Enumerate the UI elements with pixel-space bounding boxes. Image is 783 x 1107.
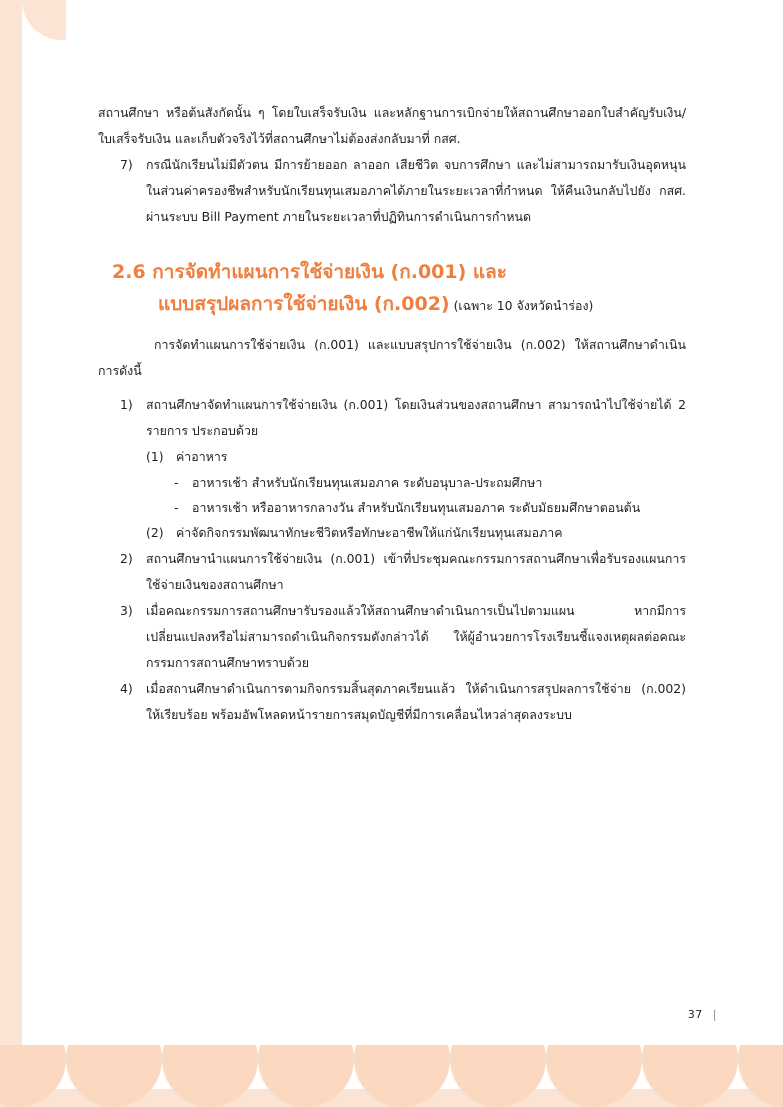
page-number xyxy=(688,1008,717,1021)
list-item-1-1 xyxy=(146,444,686,470)
heading-line-1: 2.6 การจัดทำแผนการใช้จ่ายเงิน (ก.001) และ xyxy=(112,261,508,283)
list-item-4 xyxy=(120,676,686,728)
decorative-left-bar xyxy=(0,0,22,1107)
list-marker: 7) xyxy=(120,157,133,172)
list-text: สถานศึกษานำแผนการใช้จ่ายเงิน (ก.001) เข้าที่ประชุมคณะกรรมการสถานศึกษาเพื่อรับรองแผนการใช้จ่ายเงินของสถานศึกษา xyxy=(146,551,686,592)
page-number-value: 37 xyxy=(687,1008,703,1021)
list-marker: (2) xyxy=(146,525,164,540)
section-heading-2-6 xyxy=(112,256,686,322)
list-item-1 xyxy=(120,392,686,444)
heading-line-2-text: แบบสรุปผลการใช้จ่ายเงิน (ก.002) xyxy=(158,293,450,315)
list-text: กรณีนักเรียนไม่มีตัวตน มีการย้ายออก ลาออก เสียชีวิต จบการศึกษา และไม่สามารถมารับเงินอุดหนุนในส่วนค่าครองชีพสำหรับนักเรียนทุนเสมอภาคได้ภายในระยะเวลาที่กำหนด ให้คืนเงินกลับไปยัง กสศ. ผ่านระบบ Bill Payment ภายในระยะเวลาที่ปฏิทินการดำเนินการกำหนด xyxy=(146,157,686,224)
list-text: อาหารเช้า หรืออาหารกลางวัน สำหรับนักเรียนทุนเสมอภาค ระดับมัธยมศึกษาตอนต้น xyxy=(192,500,641,515)
list-text: ค่าอาหาร xyxy=(176,449,228,464)
list-item-2 xyxy=(120,546,686,598)
bullet-dash-icon: - xyxy=(174,475,179,490)
list-text: ค่าจัดกิจกรรมพัฒนาทักษะชีวิตหรือทักษะอาชีพให้แก่นักเรียนทุนเสมอภาค xyxy=(176,525,563,540)
list-text: สถานศึกษาจัดทำแผนการใช้จ่ายเงิน (ก.001) โดยเงินส่วนของสถานศึกษา สามารถนำไปใช้จ่ายได้ 2 รายการ ประกอบด้วย xyxy=(146,397,686,438)
list-text: อาหารเช้า สำหรับนักเรียนทุนเสมอภาค ระดับอนุบาล-ประถมศึกษา xyxy=(192,475,543,490)
page-number-divider: | xyxy=(712,1008,717,1021)
decorative-corner-notch xyxy=(22,0,66,40)
list-text: เมื่อสถานศึกษาดำเนินการตามกิจกรรมสิ้นสุดภาคเรียนแล้ว ให้ดำเนินการสรุปผลการใช้จ่าย (ก.002) ให้เรียบร้อย พร้อมอัพโหลดหน้ารายการสมุดบัญชีที่มีการเคลื่อนไหวล่าสุดลงระบบ xyxy=(146,681,686,722)
heading-note: (เฉพาะ 10 จังหวัดนำร่อง) xyxy=(449,298,594,313)
heading-line-2 xyxy=(112,288,686,322)
list-item-3 xyxy=(120,598,686,676)
list-marker: 3) xyxy=(120,603,133,618)
list-marker: 4) xyxy=(120,681,133,696)
decorative-bottom-scallops xyxy=(0,1045,783,1107)
paragraph-continuation: สถานศึกษา หรือต้นสังกัดนั้น ๆ โดยใบเสร็จรับเงิน และหลักฐานการเบิกจ่ายให้สถานศึกษาออกใบสำคัญรับเงิน/ใบเสร็จรับเงิน และเก็บตัวจริงไว้ที่สถานศึกษาไม่ต้องส่งกลับมาที่ กสศ. xyxy=(98,105,686,146)
list-marker: (1) xyxy=(146,449,164,464)
list-item-1-1-bullet-2 xyxy=(174,495,686,520)
list-text: เมื่อคณะกรรมการสถานศึกษารับรองแล้วให้สถานศึกษาดำเนินการเป็นไปตามแผน หากมีการเปลี่ยนแปลงหรือไม่สามารถดำเนินกิจกรรมดังกล่าวได้ ให้ผู้อำนวยการโรงเรียนชี้แจงเหตุผลต่อคณะกรรมการสถานศึกษาทราบด้วย xyxy=(146,603,686,670)
list-marker: 2) xyxy=(120,551,133,566)
list-item-1-2 xyxy=(146,520,686,546)
spacer xyxy=(98,384,686,392)
list-item-7 xyxy=(120,152,686,230)
page-content xyxy=(98,100,686,728)
list-item-1-1-bullet-1 xyxy=(174,470,686,495)
bullet-dash-icon: - xyxy=(174,500,179,515)
section-intro-paragraph: การจัดทำแผนการใช้จ่ายเงิน (ก.001) และแบบสรุปการใช้จ่ายเงิน (ก.002) ให้สถานศึกษาดำเนินการดังนี้ xyxy=(98,337,686,378)
list-marker: 1) xyxy=(120,397,133,412)
